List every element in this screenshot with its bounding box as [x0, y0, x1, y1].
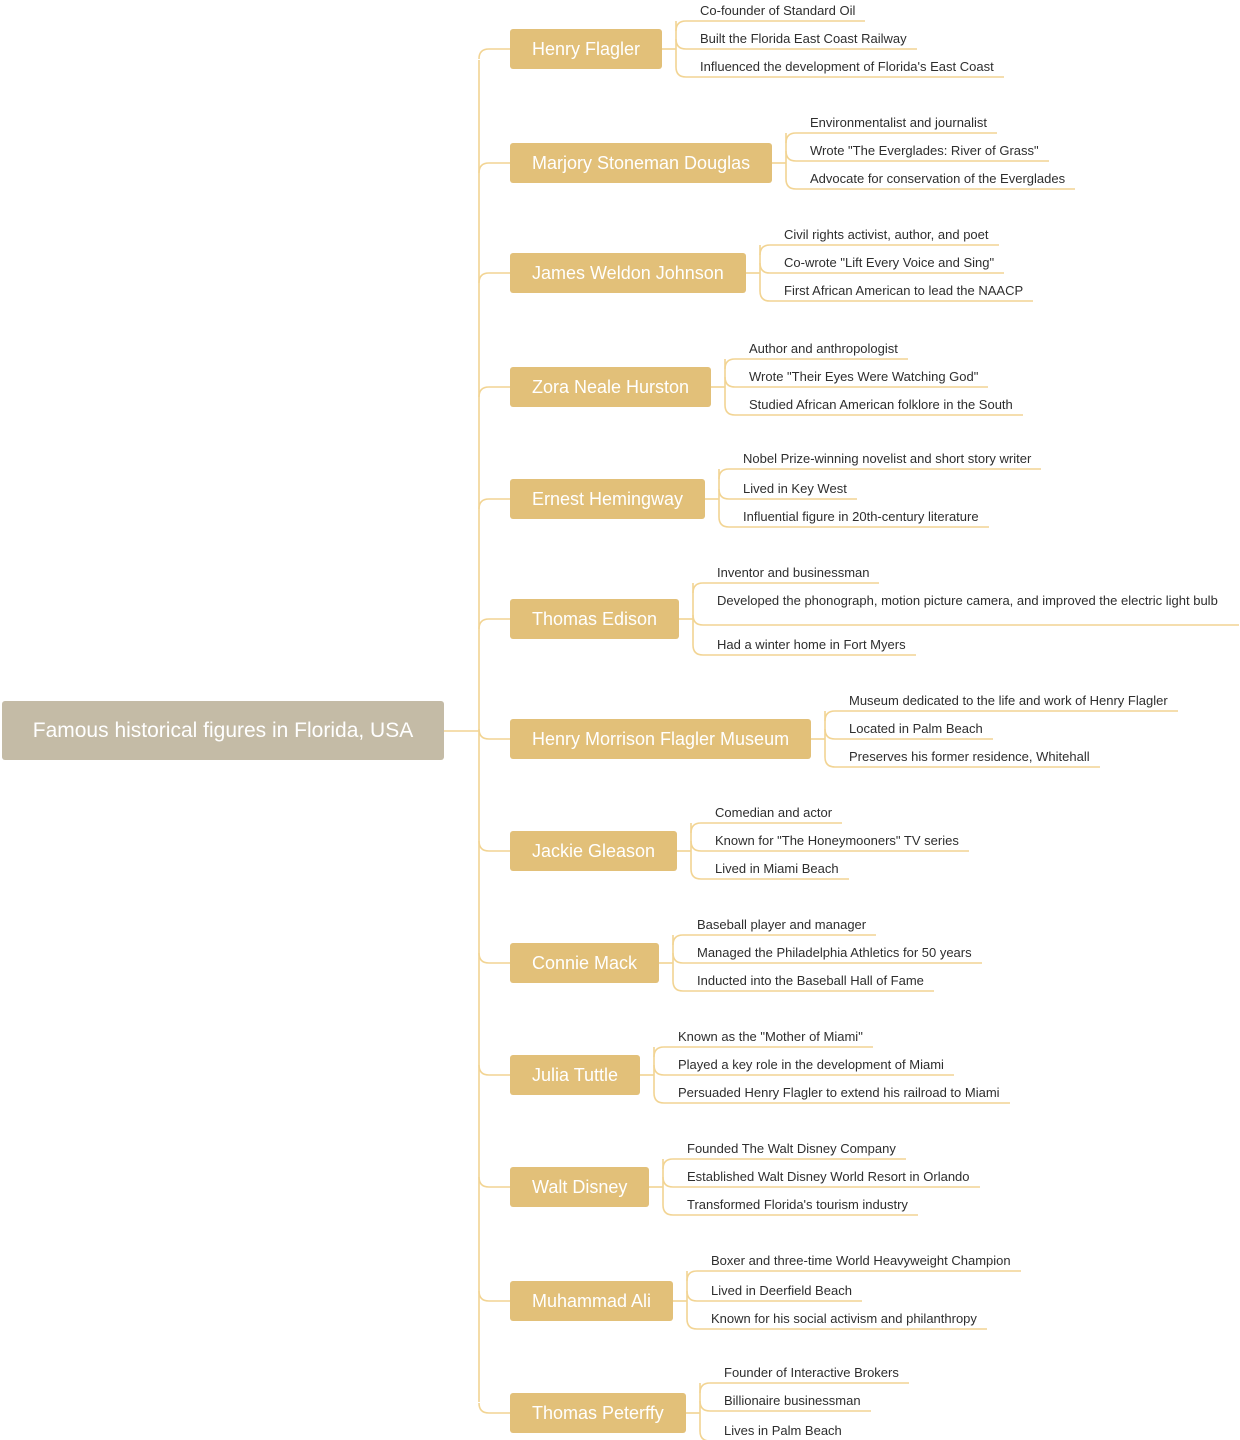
fact-item[interactable]: Known for "The Honeymooners" TV series [715, 833, 959, 848]
root-topic[interactable]: Famous historical figures in Florida, USA [2, 701, 444, 760]
fact-item[interactable]: Museum dedicated to the life and work of Henry Flagler [849, 693, 1168, 708]
branch-topic[interactable]: Julia Tuttle [510, 1055, 640, 1095]
fact-item[interactable]: Persuaded Henry Flagler to extend his railroad to Miami [678, 1085, 1000, 1100]
fact-item[interactable]: Author and anthropologist [749, 341, 898, 356]
branch-topic[interactable]: Zora Neale Hurston [510, 367, 711, 407]
branch-topic[interactable]: Thomas Peterffy [510, 1393, 686, 1433]
fact-item[interactable]: Baseball player and manager [697, 917, 867, 932]
fact-item[interactable]: Built the Florida East Coast Railway [700, 31, 907, 46]
branch-topic[interactable]: Henry Flagler [510, 29, 662, 69]
branch-topic[interactable]: Henry Morrison Flagler Museum [510, 719, 811, 759]
fact-item[interactable]: Had a winter home in Fort Myers [717, 637, 906, 652]
fact-item[interactable]: Lived in Key West [743, 481, 847, 496]
fact-item[interactable]: Advocate for conservation of the Everglades [810, 171, 1066, 186]
branch-topic[interactable]: Connie Mack [510, 943, 659, 983]
fact-item[interactable]: Managed the Philadelphia Athletics for 50 years [697, 945, 972, 960]
fact-item[interactable]: Boxer and three-time World Heavyweight Champion [711, 1253, 1011, 1268]
fact-item[interactable]: Wrote "Their Eyes Were Watching God" [749, 369, 979, 384]
fact-item[interactable]: First African American to lead the NAACP [784, 283, 1024, 298]
fact-item[interactable]: Inducted into the Baseball Hall of Fame [697, 973, 924, 988]
branch-topic[interactable]: Ernest Hemingway [510, 479, 705, 519]
branch-topic[interactable]: Muhammad Ali [510, 1281, 673, 1321]
fact-item[interactable]: Nobel Prize-winning novelist and short story writer [743, 451, 1032, 466]
branch-topic[interactable]: James Weldon Johnson [510, 253, 746, 293]
branch-topic[interactable]: Walt Disney [510, 1167, 649, 1207]
branch-topic[interactable]: Thomas Edison [510, 599, 679, 639]
fact-item[interactable]: Preserves his former residence, Whitehall [849, 749, 1090, 764]
fact-item[interactable]: Lived in Miami Beach [715, 861, 839, 876]
fact-item[interactable]: Developed the phonograph, motion picture camera, and improved the electric light bulb [717, 593, 1218, 608]
fact-item[interactable]: Co-wrote "Lift Every Voice and Sing" [784, 255, 995, 270]
fact-item[interactable]: Founder of Interactive Brokers [724, 1365, 899, 1380]
branch-topic[interactable]: Jackie Gleason [510, 831, 677, 871]
fact-item[interactable]: Co-founder of Standard Oil [700, 3, 856, 18]
fact-item[interactable]: Lives in Palm Beach [724, 1423, 842, 1438]
fact-item[interactable]: Civil rights activist, author, and poet [784, 227, 989, 242]
fact-item[interactable]: Lived in Deerfield Beach [711, 1283, 852, 1298]
fact-item[interactable]: Environmentalist and journalist [810, 115, 988, 130]
fact-item[interactable]: Played a key role in the development of Miami [678, 1057, 944, 1072]
branch-topic[interactable]: Marjory Stoneman Douglas [510, 143, 772, 183]
fact-item[interactable]: Studied African American folklore in the South [749, 397, 1013, 412]
fact-item[interactable]: Founded The Walt Disney Company [687, 1141, 896, 1156]
fact-item[interactable]: Transformed Florida's tourism industry [687, 1197, 908, 1212]
fact-item[interactable]: Billionaire businessman [724, 1393, 861, 1408]
fact-item[interactable]: Comedian and actor [715, 805, 833, 820]
fact-item[interactable]: Located in Palm Beach [849, 721, 983, 736]
fact-item[interactable]: Established Walt Disney World Resort in Orlando [687, 1169, 970, 1184]
fact-item[interactable]: Known as the "Mother of Miami" [678, 1029, 863, 1044]
fact-item[interactable]: Wrote "The Everglades: River of Grass" [810, 143, 1039, 158]
fact-item[interactable]: Known for his social activism and philanthropy [711, 1311, 977, 1326]
fact-item[interactable]: Inventor and businessman [717, 565, 870, 580]
fact-item[interactable]: Influenced the development of Florida's East Coast [700, 59, 994, 74]
fact-item[interactable]: Influential figure in 20th-century literature [743, 509, 979, 524]
